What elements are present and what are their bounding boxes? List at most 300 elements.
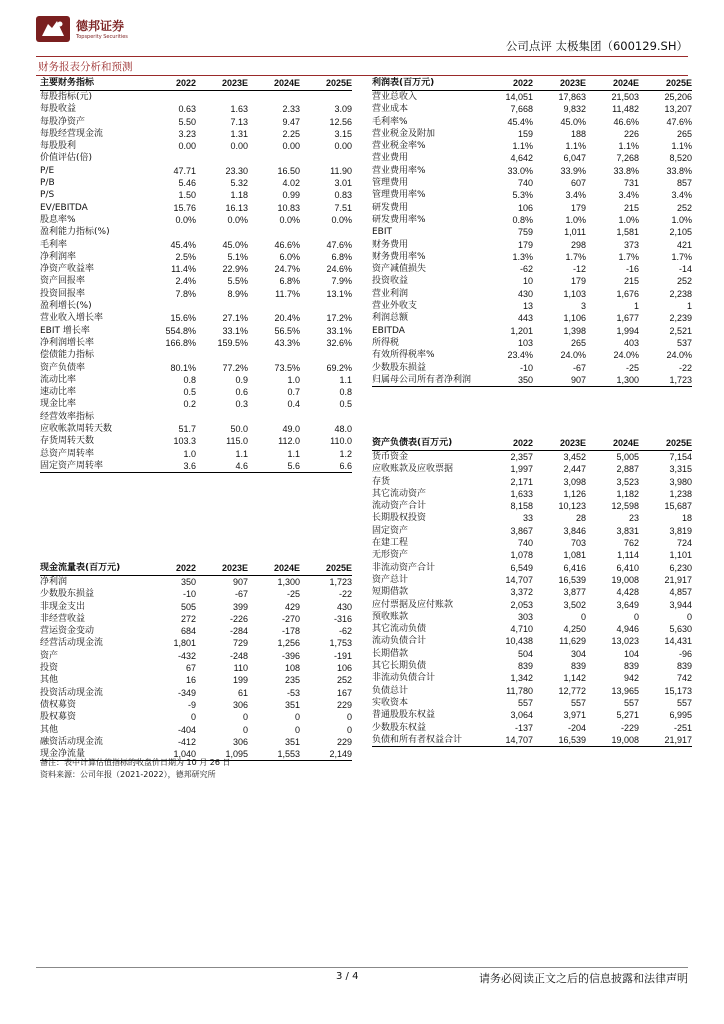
row-value: 73.5% <box>274 362 300 373</box>
row-value: 1,201 <box>510 325 533 336</box>
row-value: -9 <box>187 699 196 710</box>
row-value: 557 <box>517 697 533 708</box>
row-value: 45.0% <box>560 116 586 127</box>
row-label: 预收账款 <box>372 611 409 622</box>
row-value: -22 <box>338 589 352 600</box>
row-value: 3.09 <box>334 104 352 115</box>
row-value: 2.5% <box>175 251 196 262</box>
table-row <box>40 625 352 637</box>
row-value: 0.6 <box>235 387 248 398</box>
row-value: 272 <box>180 613 196 624</box>
table-row <box>372 374 692 387</box>
row-value: 2.33 <box>282 104 300 115</box>
row-value: 106 <box>517 202 533 213</box>
row-value: 33.8% <box>666 165 692 176</box>
row-value: 1,398 <box>563 325 586 336</box>
row-value: 5.46 <box>178 178 196 189</box>
row-label: 盈利增长(%) <box>40 301 92 312</box>
row-label: 营业费用 <box>372 153 409 164</box>
row-value: 0.63 <box>178 104 196 115</box>
table-row <box>40 423 352 435</box>
row-value: -62 <box>519 264 533 275</box>
row-value: 557 <box>570 697 586 708</box>
page-number: 3 / 4 <box>336 971 359 982</box>
row-value: 19,008 <box>611 734 639 745</box>
row-label: 净资产收益率 <box>40 264 95 275</box>
row-label: 现金净流量 <box>40 749 86 760</box>
row-value: 25,206 <box>664 92 692 102</box>
row-value: 21,917 <box>664 734 692 745</box>
disclaimer: 请务必阅读正文之后的信息披露和法律声明 <box>479 972 688 985</box>
row-value: 6,047 <box>563 153 586 164</box>
row-label: 其他 <box>40 675 59 686</box>
row-value: 179 <box>570 276 586 287</box>
row-value: 14,707 <box>505 574 533 585</box>
row-value: 24.0% <box>666 350 692 361</box>
row-value: 3,372 <box>510 587 533 598</box>
row-value: 1.3% <box>512 251 533 262</box>
row-value: 67 <box>185 663 196 674</box>
row-value: 403 <box>623 337 639 348</box>
row-label: 研发费用率% <box>372 214 426 225</box>
row-label: 少数股东损益 <box>40 589 95 600</box>
row-value: 103.3 <box>173 436 196 447</box>
row-label: 非流动负债合计 <box>372 673 436 684</box>
row-label: 实收资本 <box>372 697 409 708</box>
header-year: 2025E <box>325 78 352 89</box>
row-label: 营业收入增长率 <box>40 313 104 324</box>
row-value: 4,250 <box>563 624 586 635</box>
row-value: 115.0 <box>226 436 248 447</box>
row-label: 流动负债合计 <box>372 636 427 647</box>
row-value: 1,040 <box>173 749 196 760</box>
row-value: 3.01 <box>334 178 352 189</box>
row-value: 7.51 <box>334 202 352 213</box>
row-value: 0.0% <box>175 214 196 225</box>
row-value: 762 <box>623 538 639 549</box>
income-statement-table <box>372 77 692 387</box>
row-value: 0.0% <box>227 214 248 225</box>
row-value: 1,095 <box>225 749 248 760</box>
balance-sheet-table <box>372 437 692 747</box>
row-value: 1.2 <box>339 448 352 459</box>
row-value: 6,416 <box>563 562 586 573</box>
row-label: 所得税 <box>372 337 400 348</box>
table-row <box>40 674 352 686</box>
table-row <box>40 226 352 238</box>
row-value: 46.6% <box>613 116 639 127</box>
row-label: 其它长期负债 <box>372 661 427 672</box>
row-label: 普通股股东权益 <box>372 710 436 721</box>
row-value: 1,633 <box>510 488 533 499</box>
row-value: 1,300 <box>616 374 639 385</box>
row-label: 研发费用 <box>372 202 409 213</box>
row-value: 0.00 <box>334 141 352 152</box>
row-label: 净利润增长率 <box>40 337 95 348</box>
row-value: 13,023 <box>611 636 639 647</box>
table-row <box>372 362 692 374</box>
row-value: 5.1% <box>227 251 248 262</box>
table-row <box>372 337 692 349</box>
row-value: 16,539 <box>558 574 586 585</box>
row-value: 104 <box>623 648 639 659</box>
row-value: -226 <box>229 613 248 624</box>
table-row <box>40 362 352 374</box>
row-value: 1 <box>633 301 639 312</box>
row-value: 1,106 <box>563 313 586 324</box>
row-value: 3 <box>580 301 586 312</box>
row-label: 盈利能力指标(%) <box>40 227 110 238</box>
row-value: 179 <box>517 239 533 250</box>
row-value: 16,539 <box>558 734 586 745</box>
row-label: 利润总额 <box>372 313 409 324</box>
row-value: 759 <box>517 227 533 238</box>
row-value: 108 <box>284 663 300 674</box>
row-label: 资产 <box>40 650 59 661</box>
row-value: 15,173 <box>664 685 692 696</box>
row-value: -204 <box>567 722 586 733</box>
row-value: 0 <box>633 611 639 622</box>
row-label: 融资活动现金流 <box>40 736 104 747</box>
table-row <box>40 325 352 337</box>
row-value: 252 <box>676 276 692 287</box>
row-value: 1,114 <box>617 550 639 561</box>
table-row <box>40 724 352 736</box>
row-value: 3,831 <box>616 525 639 536</box>
row-value: 1.0% <box>618 214 639 225</box>
note-valuation-date: 备注：表中计算估值指标的收盘价日期为 10 月 26 日 <box>40 758 231 767</box>
row-value: 265 <box>676 128 692 139</box>
row-value: -12 <box>572 264 586 275</box>
table-row <box>40 251 352 263</box>
row-value: 5.50 <box>178 116 196 127</box>
row-value: 11,629 <box>559 636 586 647</box>
row-value: 9,832 <box>563 104 586 115</box>
table-row <box>40 165 352 177</box>
row-value: 2,105 <box>669 227 692 238</box>
table-row <box>372 697 692 709</box>
table-row <box>372 488 692 500</box>
table-row <box>40 637 352 649</box>
table-header <box>372 437 692 451</box>
row-value: -10 <box>519 362 533 373</box>
row-value: 1.1 <box>287 448 300 459</box>
row-value: 1.50 <box>178 190 196 201</box>
row-label: 价值评估(倍) <box>40 153 93 164</box>
row-value: 43.3% <box>274 337 300 348</box>
row-value: 110 <box>233 663 248 674</box>
row-value: 0.0% <box>279 214 300 225</box>
row-value: -10 <box>182 589 196 600</box>
row-value: 907 <box>232 577 248 587</box>
row-value: 1,142 <box>563 673 586 684</box>
table-row <box>372 177 692 189</box>
table-row <box>40 398 352 410</box>
row-value: 16.13 <box>225 202 248 213</box>
row-value: 229 <box>336 736 352 747</box>
row-value: 18 <box>681 513 692 524</box>
table-row <box>372 635 692 647</box>
row-value: 1,553 <box>277 749 300 760</box>
row-label: 投资活动现金流 <box>40 687 104 698</box>
row-value: 724 <box>676 538 692 549</box>
row-value: 2.4% <box>175 276 196 287</box>
row-value: 5,005 <box>616 452 639 462</box>
row-value: 22.9% <box>222 264 248 275</box>
row-label: EV/EBITDA <box>40 202 88 213</box>
header-year: 2023E <box>559 438 586 449</box>
row-value: 1,676 <box>616 288 639 299</box>
row-value: -316 <box>333 613 352 624</box>
row-value: 907 <box>570 374 586 385</box>
row-value: 1,256 <box>277 638 300 649</box>
row-value: 16.50 <box>277 165 300 176</box>
row-value: 11,780 <box>506 685 533 696</box>
row-value: 306 <box>232 736 248 747</box>
row-value: 265 <box>570 337 586 348</box>
row-label: 非现金支出 <box>40 601 86 612</box>
row-value: 2,447 <box>563 464 586 475</box>
row-value: -14 <box>678 264 692 275</box>
company-logo <box>36 14 176 44</box>
table-row <box>40 687 352 699</box>
report-info: 公司点评 太极集团（600129.SH） <box>505 39 688 53</box>
row-value: 4,642 <box>510 153 533 164</box>
table-row <box>372 463 692 475</box>
table-row <box>372 325 692 337</box>
row-value: -251 <box>673 722 692 733</box>
table-row <box>372 562 692 574</box>
row-value: 13 <box>522 301 533 312</box>
row-value: 1.1 <box>235 448 248 459</box>
table-row <box>372 451 692 463</box>
row-value: 1,300 <box>277 577 300 587</box>
row-value: 3,980 <box>669 476 692 487</box>
table-row <box>40 699 352 711</box>
row-value: 23.4% <box>507 350 533 361</box>
row-value: 27.1% <box>222 313 248 324</box>
table-row <box>372 685 692 697</box>
row-label: 长期股权投资 <box>372 513 427 524</box>
table-row <box>372 103 692 115</box>
section-divider <box>36 75 688 76</box>
row-label: 财务费用率% <box>372 251 426 262</box>
row-value: 48.0 <box>334 424 352 435</box>
row-value: 106 <box>336 663 352 674</box>
row-value: 167 <box>336 687 352 698</box>
table-row <box>40 650 352 662</box>
note-source: 资料来源：公司年报（2021-2022），德邦研究所 <box>40 770 216 779</box>
row-label: P/E <box>40 165 55 176</box>
row-label: 投资 <box>40 663 59 674</box>
table-row <box>40 189 352 201</box>
row-value: 304 <box>570 648 586 659</box>
row-value: 684 <box>180 626 196 637</box>
row-value: 3,971 <box>563 710 586 721</box>
row-value: 159.5% <box>217 337 248 348</box>
row-label: 现金比率 <box>40 399 77 410</box>
table-header <box>40 77 352 91</box>
table-row <box>40 140 352 152</box>
table-row <box>40 275 352 287</box>
row-value: 2,053 <box>510 599 533 610</box>
row-value: 1.1% <box>512 141 533 152</box>
header-title: 主要财务指标 <box>40 78 95 89</box>
row-value: 21,917 <box>664 574 692 585</box>
row-value: 0.5 <box>183 387 196 398</box>
row-value: 306 <box>232 699 248 710</box>
row-value: -412 <box>177 736 196 747</box>
table-row <box>40 576 352 588</box>
row-value: 1,994 <box>616 325 639 336</box>
row-label: 管理费用率% <box>372 190 426 201</box>
row-label: 净利润 <box>40 577 68 587</box>
row-value: 45.4% <box>507 116 533 127</box>
row-value: 33.0% <box>507 165 533 176</box>
row-value: 298 <box>570 239 586 250</box>
table-row <box>40 152 352 164</box>
table-row <box>372 623 692 635</box>
row-value: 24.0% <box>560 350 586 361</box>
table-row <box>372 189 692 201</box>
row-value: 1.18 <box>230 190 248 201</box>
row-value: 607 <box>570 178 586 189</box>
row-value: 7.13 <box>230 116 248 127</box>
row-value: 0.00 <box>230 141 248 152</box>
row-label: 资产总计 <box>372 574 409 585</box>
row-value: 215 <box>623 202 639 213</box>
table-row <box>40 239 352 251</box>
row-value: 21,503 <box>611 92 639 102</box>
row-label: 每股股利 <box>40 141 77 152</box>
row-value: 33.1% <box>326 325 352 336</box>
row-label: 应收账款及应收票据 <box>372 464 454 475</box>
row-value: 5.32 <box>230 178 248 189</box>
row-value: -16 <box>625 264 639 275</box>
row-value: 1,238 <box>669 488 692 499</box>
row-value: 1,677 <box>616 313 639 324</box>
row-value: 11,482 <box>612 104 639 115</box>
row-label: 短期借款 <box>372 587 409 598</box>
row-value: 0.4 <box>287 399 300 410</box>
row-value: 6.8% <box>279 276 300 287</box>
row-value: 229 <box>336 699 352 710</box>
row-value: -53 <box>286 687 300 698</box>
row-value: 0.83 <box>334 190 352 201</box>
row-value: 2,239 <box>669 313 692 324</box>
row-value: 3.4% <box>618 190 639 201</box>
row-value: -67 <box>234 589 248 600</box>
row-label: 总资产周转率 <box>40 448 95 459</box>
row-value: 729 <box>232 638 248 649</box>
row-value: 8,520 <box>669 153 692 164</box>
row-value: 1.0 <box>287 374 300 385</box>
row-value: 505 <box>180 601 196 612</box>
table-row <box>40 349 352 361</box>
row-value: 0 <box>242 724 248 735</box>
row-value: 24.6% <box>326 264 352 275</box>
row-value: 1.63 <box>230 104 248 115</box>
table-row <box>372 128 692 140</box>
header-title: 资产负债表(百万元) <box>372 438 453 449</box>
row-value: 159 <box>517 128 533 139</box>
row-label: 非经营收益 <box>40 613 86 624</box>
row-value: 45.4% <box>170 239 196 250</box>
row-value: 1,753 <box>329 638 352 649</box>
row-value: 3,846 <box>563 525 586 536</box>
row-label: 少数股东权益 <box>372 722 427 733</box>
row-label: 股权募资 <box>40 712 77 723</box>
table-row <box>40 128 352 140</box>
row-label: 债权募资 <box>40 699 77 710</box>
table-row <box>372 91 692 103</box>
table-row <box>372 140 692 152</box>
row-value: 47.71 <box>173 165 196 176</box>
header-year: 2022 <box>175 78 196 89</box>
row-value: 1,342 <box>510 673 533 684</box>
row-value: 839 <box>570 661 586 672</box>
row-label: 净利润率 <box>40 251 77 262</box>
row-value: -270 <box>281 613 300 624</box>
row-value: 8.9% <box>227 288 248 299</box>
row-value: 0.8% <box>512 214 533 225</box>
row-value: 50.0 <box>230 424 248 435</box>
row-value: -178 <box>281 626 300 637</box>
row-value: 0 <box>346 712 352 723</box>
table-row <box>372 300 692 312</box>
row-value: 19,008 <box>611 574 639 585</box>
key-metrics-table <box>40 77 352 473</box>
row-value: -248 <box>229 650 248 661</box>
row-value: 399 <box>232 601 248 612</box>
row-value: 7,154 <box>669 452 692 462</box>
header-year: 2023E <box>559 78 586 89</box>
row-label: 营运资金变动 <box>40 626 95 637</box>
row-value: 857 <box>676 178 692 189</box>
row-value: 351 <box>284 736 300 747</box>
row-value: 11.7% <box>275 288 300 299</box>
header-divider <box>36 56 688 57</box>
header-year: 2022 <box>512 78 533 89</box>
cash-flow-table <box>40 562 352 761</box>
table-row <box>40 202 352 214</box>
row-value: 0 <box>294 712 300 723</box>
row-value: 5.3% <box>512 190 533 201</box>
row-label: 股息率% <box>40 214 76 225</box>
row-value: 33.1% <box>222 325 248 336</box>
row-label: 其他 <box>40 724 59 735</box>
row-value: 32.6% <box>326 337 352 348</box>
table-row <box>372 709 692 721</box>
row-value: 1,126 <box>563 488 586 499</box>
table-row <box>40 263 352 275</box>
row-value: -191 <box>333 650 352 661</box>
row-value: 537 <box>676 337 692 348</box>
row-value: -25 <box>286 589 300 600</box>
row-value: 0.7 <box>287 387 300 398</box>
table-row <box>40 601 352 613</box>
row-value: 10,123 <box>558 501 586 512</box>
row-value: -137 <box>514 722 533 733</box>
table-row <box>372 476 692 488</box>
row-value: 1.0 <box>183 448 196 459</box>
row-value: 15.6% <box>170 313 196 324</box>
table-row <box>40 116 352 128</box>
row-value: 1.1 <box>339 374 352 385</box>
row-label: 营业成本 <box>372 104 409 115</box>
row-value: 554.8% <box>165 325 196 336</box>
table-row <box>372 648 692 660</box>
